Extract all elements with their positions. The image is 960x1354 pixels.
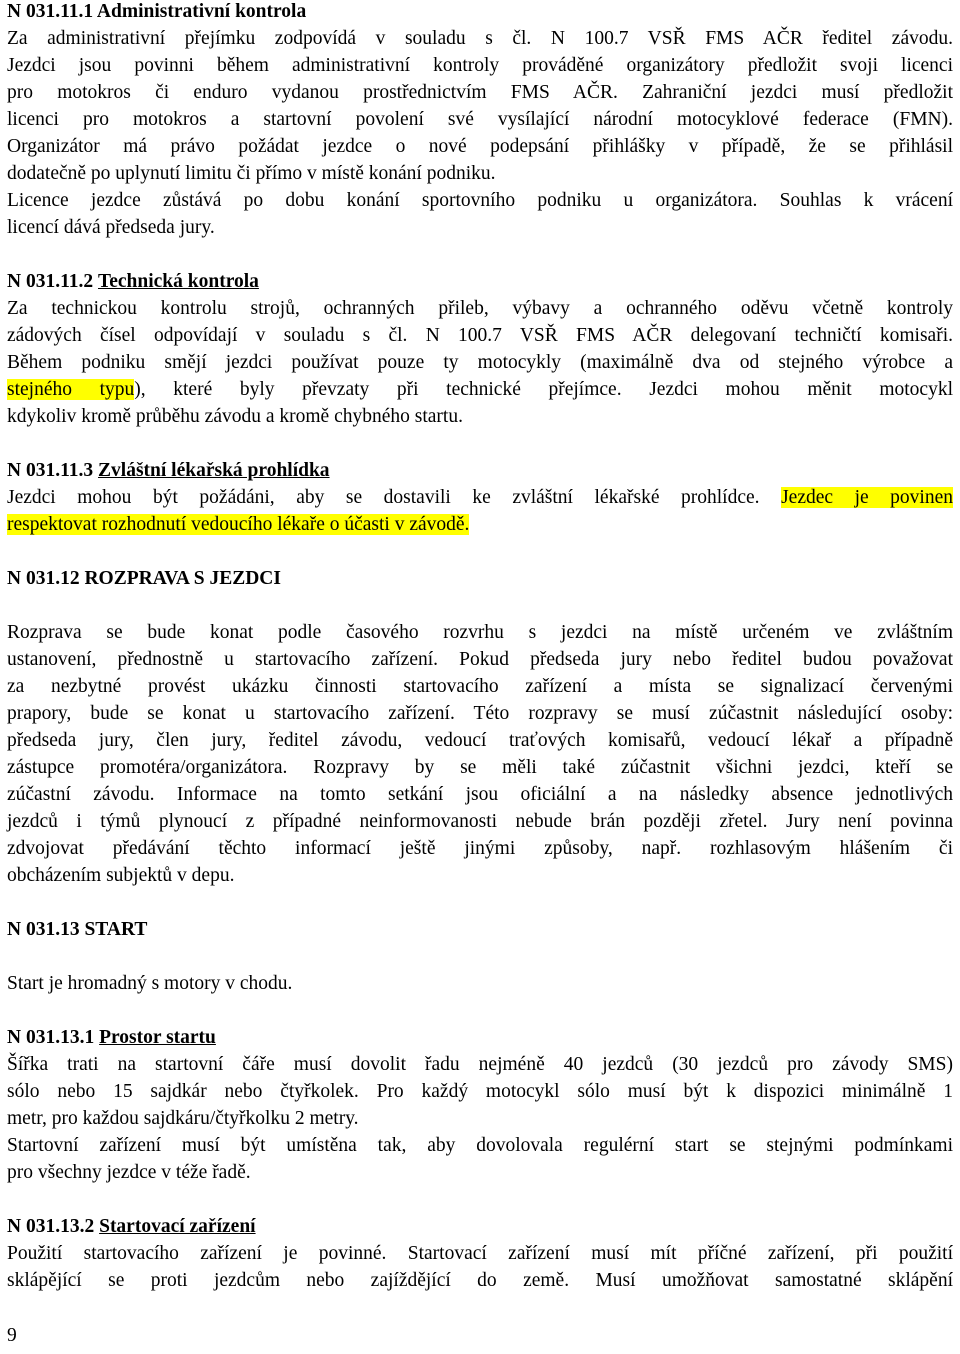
page-number: 9 — [7, 1325, 17, 1346]
section-heading-lekarska-prohlidka — [7, 457, 953, 484]
section-heading-technicka-kontrola — [7, 268, 953, 295]
paragraph-line: pro všechny jezdce v téže řadě. — [7, 1162, 251, 1183]
paragraph-line: sklápějící se proti jezdcům nebo zajíždějící do země. Musí umožňovat samostatné sklápění — [7, 1270, 953, 1291]
paragraph-line: Použití startovacího zařízení je povinné. Startovací zařízení musí mít příčné zařízení, při použití — [7, 1243, 953, 1264]
paragraph-line: zádových čísel odpovídají v souladu s čl. N 100.7 VSŘ FMS AČR delegovaní techničtí komisaři. — [7, 325, 953, 346]
section-heading-rozprava: N 031.12 ROZPRAVA S JEZDCI — [7, 568, 281, 589]
paragraph-line: Start je hromadný s motory v chodu. — [7, 973, 293, 994]
paragraph-line: prapory, bude se konat u startovacího zařízení. Této rozpravy se musí zúčastnit následující osoby: — [7, 703, 953, 724]
highlighted-text: Jezdec je povinen — [781, 487, 954, 508]
paragraph-text: ), které byly převzaty při technické přejímce. Jezdci mohou měnit motocykl — [134, 379, 954, 400]
heading-title: Startovací zařízení — [99, 1216, 256, 1237]
paragraph-line: jezdců i týmů plynoucí z případné neinformovanosti nebude brán později zřetel. Jury není povinna — [7, 811, 953, 832]
section-heading-administrativni-kontrola: N 031.11.1 Administrativní kontrola — [7, 1, 307, 22]
highlighted-text: stejného typu — [7, 379, 135, 400]
paragraph-line: obcházením subjektů v depu. — [7, 865, 235, 886]
paragraph-line: Organizátor má právo požádat jezdce o nové podepsání přihlášky v případě, že se přihlásil — [7, 136, 953, 157]
paragraph-line: dodatečně po uplynutí limitu či přímo v místě konání podniku. — [7, 163, 496, 184]
paragraph-line-highlighted — [7, 511, 953, 538]
paragraph-line: za nezbytné provést ukázku činnosti startovacího zařízení a místa se signalizací červenými — [7, 676, 953, 697]
paragraph-line: Za administrativní přejímku zodpovídá v souladu s čl. N 100.7 VSŘ FMS AČR ředitel závodu. — [7, 28, 953, 49]
highlighted-text: respektovat rozhodnutí vedoucího lékaře o účasti v závodě. — [7, 514, 470, 535]
paragraph-line: Během podniku smějí jezdci používat pouze ty motocykly (maximálně dva od stejného výrobce a — [7, 352, 953, 373]
paragraph-line-highlighted — [7, 484, 953, 511]
heading-number: N 031.11.2 — [7, 271, 94, 292]
paragraph-line: metr, pro každou sajdkáru/čtyřkolku 2 metry. — [7, 1108, 359, 1129]
paragraph-line: pro motokros či enduro vydanou prostřednictvím FMS AČR. Zahraniční jezdci musí předložit — [7, 82, 953, 103]
paragraph-line: zúčastní závodu. Informace na tomto setkání jsou oficiální a na následky absence jednotlivých — [7, 784, 953, 805]
paragraph-line: Licence jezdce zůstává po dobu konání sportovního podniku u organizátora. Souhlas k vrácení — [7, 190, 953, 211]
paragraph-line: licencí dává předseda jury. — [7, 217, 215, 238]
paragraph-text: Jezdci mohou být požádáni, aby se dostavili ke zvláštní lékařské prohlídce. — [7, 487, 760, 508]
section-heading-prostor-startu — [7, 1024, 953, 1051]
paragraph-line: zdvojovat předávání těchto informací ještě jinými způsoby, např. rozhlasovým hlášením či — [7, 838, 953, 859]
paragraph-line: Šířka trati na startovní čáře musí dovolit řadu nejméně 40 jezdců (30 jezdců pro závody SMS) — [7, 1054, 953, 1075]
paragraph-line: předseda jury, člen jury, ředitel závodu, vedoucí traťových komisařů, vedoucí lékař a případně — [7, 730, 953, 751]
paragraph-line: Jezdci jsou povinni během administrativní kontroly prováděné organizátory předložit svoji licenci — [7, 55, 953, 76]
heading-title: Prostor startu — [99, 1027, 216, 1048]
section-heading-startovaci-zarizeni — [7, 1213, 953, 1240]
heading-number: N 031.13.2 — [7, 1216, 95, 1237]
heading-title: Technická kontrola — [98, 271, 259, 292]
paragraph-line: zástupce promotéra/organizátora. Rozpravy by se měli také zúčastnit všichni jezdci, kteří se — [7, 757, 953, 778]
paragraph-line: licenci pro motokros a startovní povolení své vysílající národní motocyklové federace (FMN). — [7, 109, 953, 130]
paragraph-line: kdykoliv kromě průběhu závodu a kromě chybného startu. — [7, 406, 463, 427]
paragraph-line: sólo nebo 15 sajdkár nebo čtyřkolek. Pro každý motocykl sólo musí být k dispozici minimálně 1 — [7, 1081, 953, 1102]
paragraph-line: Za technickou kontrolu strojů, ochranných přileb, výbavy a ochranného oděvu včetně kontroly — [7, 298, 953, 319]
section-heading-start: N 031.13 START — [7, 919, 148, 940]
paragraph-line: Rozprava se bude konat podle časového rozvrhu s jezdci na místě určeném ve zvláštním — [7, 622, 953, 643]
paragraph-line-highlighted — [7, 376, 953, 403]
heading-number: N 031.13.1 — [7, 1027, 95, 1048]
paragraph-line: ustanovení, přednostně u startovacího zařízení. Pokud předseda jury nebo ředitel budou považovat — [7, 649, 953, 670]
paragraph-line: Startovní zařízení musí být umístěna tak, aby dovolovala regulérní start se stejnými podmínkami — [7, 1135, 953, 1156]
heading-number: N 031.11.3 — [7, 460, 94, 481]
heading-title: Zvláštní lékařská prohlídka — [98, 460, 330, 481]
